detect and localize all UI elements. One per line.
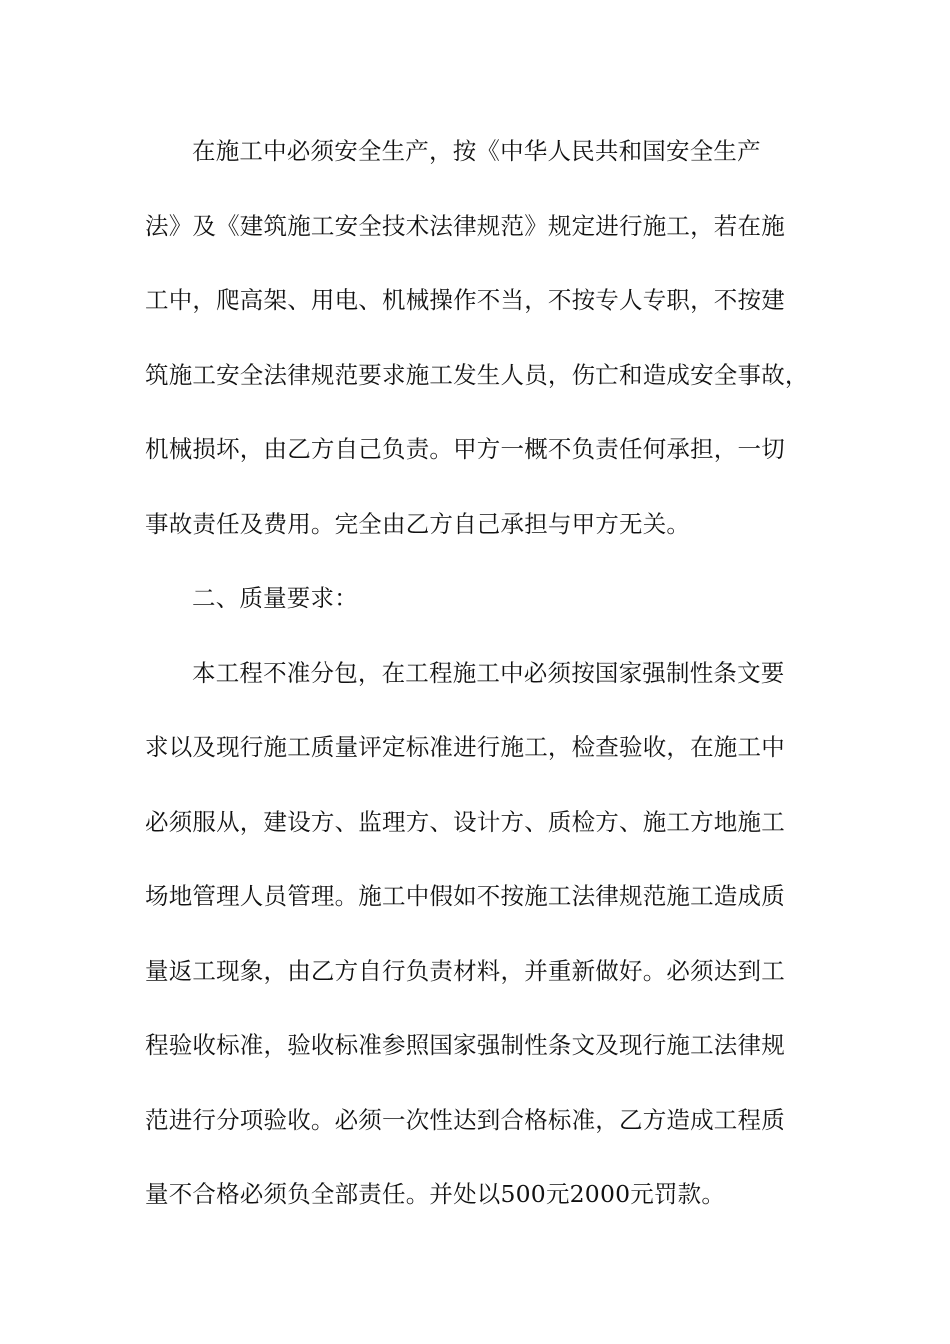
text-line: 事故责任及费用。完全由乙方自己承担与甲方无关。 — [145, 509, 691, 538]
text-line: 求以及现行施工质量评定标准进行施工，检查验收，在施工中 — [145, 733, 785, 761]
text-line: 范进行分项验收。必须一次性达到合格标准，乙方造成工程质 — [145, 1105, 785, 1134]
section-heading-quality — [145, 573, 835, 648]
text-line: 在施工中必须安全生产，按《中华人民共和国安全生产 — [192, 137, 761, 165]
text-line: 本工程不准分包，在工程施工中必须按国家强制性条文要 — [192, 658, 785, 687]
text-line: 机械损坏，由乙方自己负责。甲方一概不负责任何承担，一切 — [145, 435, 785, 463]
text-line: 程验收标准，验收标准参照国家强制性条文及现行施工法律规 — [145, 1031, 785, 1059]
heading-line: 二、质量要求： — [192, 584, 358, 612]
paragraph-safety — [145, 126, 835, 573]
text-line: 必须服从，建设方、监理方、设计方、质检方、施工方地施工 — [145, 807, 785, 836]
text-line: 工中，爬高架、用电、机械操作不当，不按专人专职，不按建 — [145, 286, 785, 314]
text-line: 场地管理人员管理。施工中假如不按施工法律规范施工造成质 — [145, 882, 785, 910]
text-line: 量返工现象，由乙方自行负责材料，并重新做好。必须达到工 — [145, 956, 785, 985]
text-line: 筑施工安全法律规范要求施工发生人员，伤亡和造成安全事故， — [145, 360, 809, 389]
paragraph-quality — [145, 648, 835, 1244]
document-body — [145, 126, 835, 1244]
text-line: 量不合格必须负全部责任。并处以500元2000元罚款。 — [145, 1180, 726, 1208]
text-line: 法》及《建筑施工安全技术法律规范》规定进行施工，若在施 — [145, 211, 785, 240]
